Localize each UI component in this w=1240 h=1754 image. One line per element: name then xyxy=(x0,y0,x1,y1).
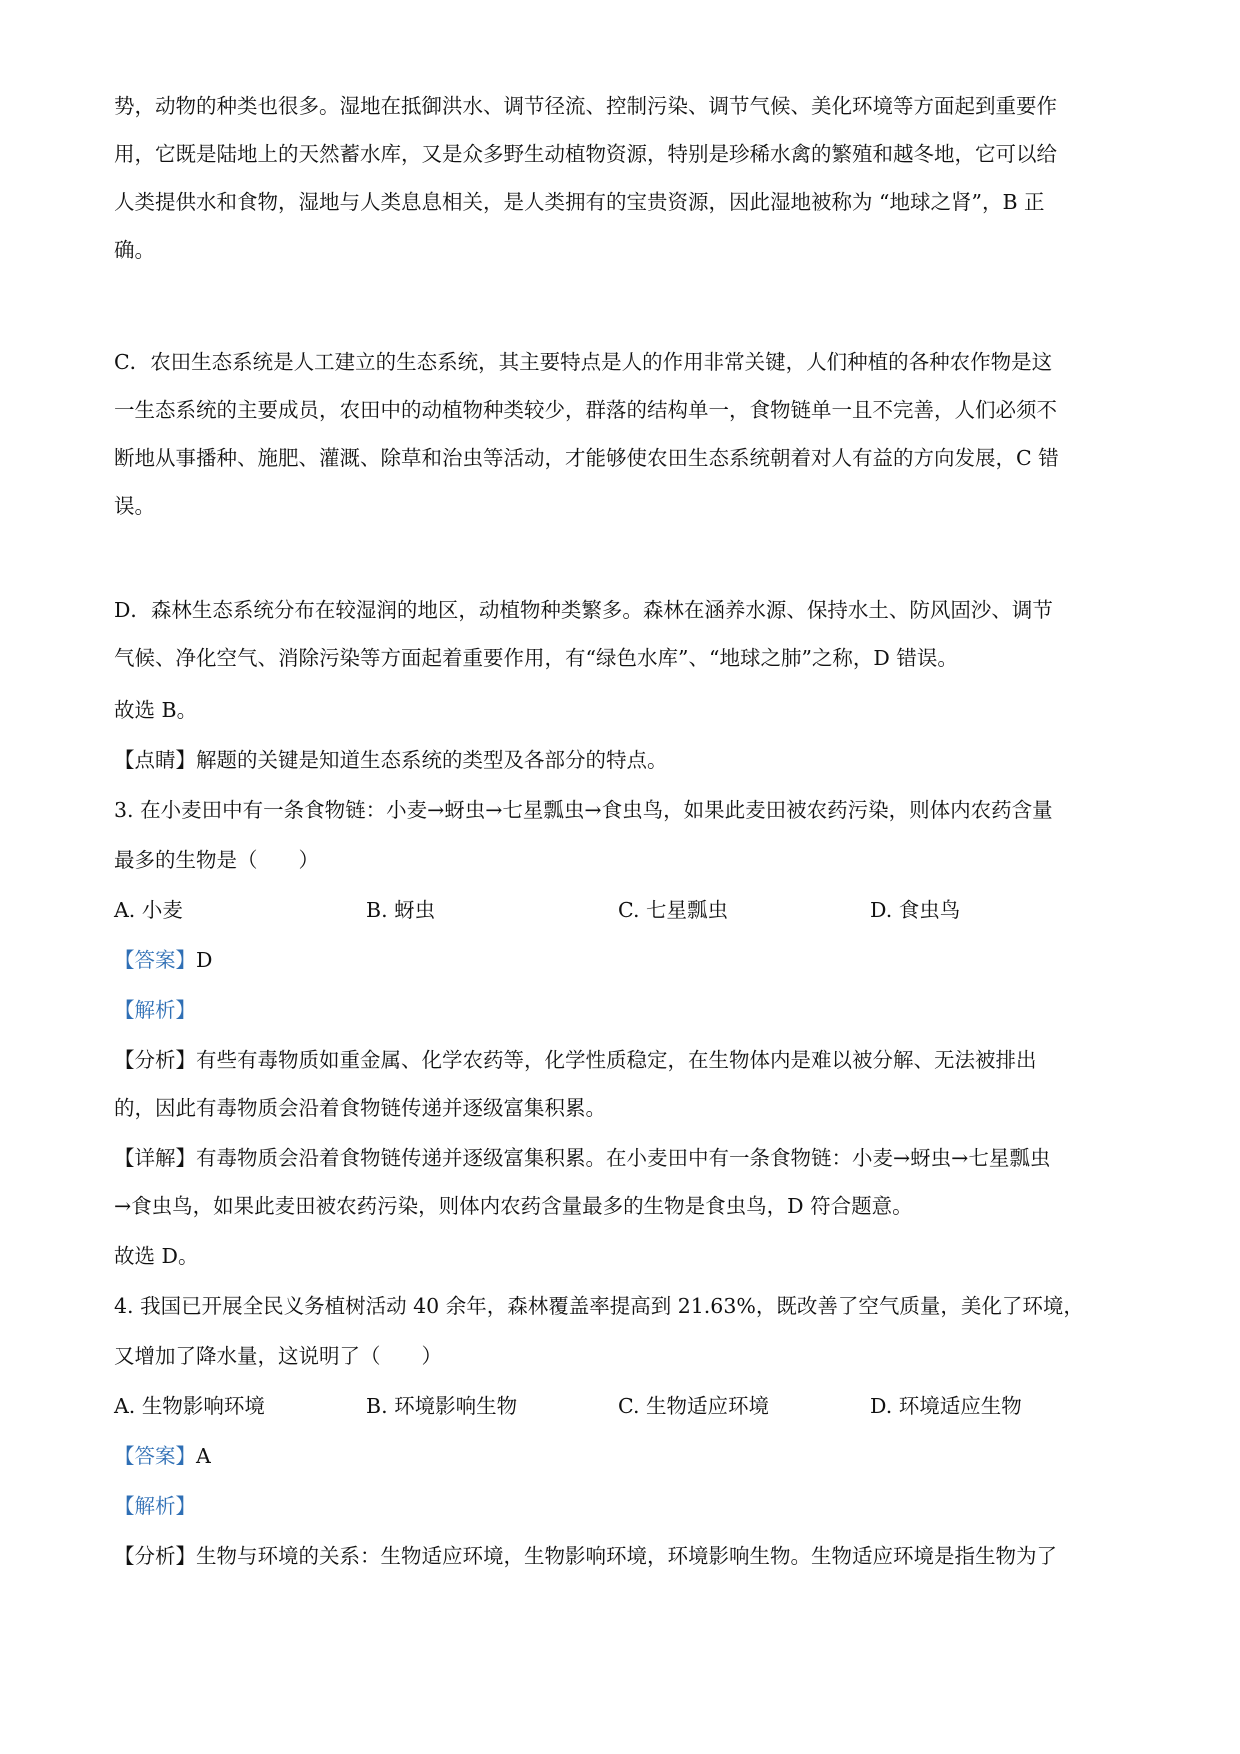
q4-stem-line-2: 又增加了降水量，这说明了（ ） xyxy=(114,1344,442,1368)
q3-analysis-label: 【解析】 xyxy=(114,998,196,1022)
para-c-line-1: C．农田生态系统是人工建立的生态系统，其主要特点是人的作用非常关键，人们种植的各种农作物是这 xyxy=(114,350,1053,374)
q4-analysis-line-1: 【分析】生物与环境的关系：生物适应环境，生物影响环境，环境影响生物。生物适应环境是指生物为了 xyxy=(114,1544,1057,1568)
q4-answer-label: 【答案】 xyxy=(114,1444,196,1468)
q4-analysis-label: 【解析】 xyxy=(114,1494,196,1518)
q3-detail-line-2: →食虫鸟，如果此麦田被农药污染，则体内农药含量最多的生物是食虫鸟，D 符合题意。 xyxy=(114,1194,913,1218)
para-d-line-2: 气候、净化空气、消除污染等方面起着重要作用，有“绿色水库”、“地球之肺”之称，D 错误。 xyxy=(114,646,958,670)
q3-option-c: C. 七星瓢虫 xyxy=(618,898,728,922)
q3-analysis-line-2: 的，因此有毒物质会沿着食物链传递并逐级富集积累。 xyxy=(114,1096,606,1120)
para-b-line-3: 人类提供水和食物，湿地与人类息息相关，是人类拥有的宝贵资源，因此湿地被称为 “地球之肾”，B 正 xyxy=(114,190,1045,214)
q4-option-b: B. 环境影响生物 xyxy=(366,1394,518,1418)
q4-option-c: C. 生物适应环境 xyxy=(618,1394,769,1418)
q3-stem-line-2: 最多的生物是（ ） xyxy=(114,848,319,872)
para-c-line-4: 误。 xyxy=(114,494,155,518)
q4-answer xyxy=(114,1442,1130,1470)
para-d-line-1: D．森林生态系统分布在较湿润的地区，动植物种类繁多。森林在涵养水源、保持水土、防风固沙、调节 xyxy=(114,598,1053,622)
q3-option-a: A. 小麦 xyxy=(114,898,183,922)
q4-option-d: D. 环境适应生物 xyxy=(870,1394,1022,1418)
q4-option-a: A. 生物影响环境 xyxy=(114,1394,265,1418)
q4-answer-value: A xyxy=(196,1444,211,1468)
q3-analysis-line-1: 【分析】有些有毒物质如重金属、化学农药等，化学性质稳定，在生物体内是难以被分解、无法被排出 xyxy=(114,1048,1037,1072)
q3-option-d: D. 食虫鸟 xyxy=(870,898,961,922)
q2-choice: 故选 B。 xyxy=(114,698,198,722)
q3-option-b: B. 蚜虫 xyxy=(366,898,436,922)
q3-detail-line-1: 【详解】有毒物质会沿着食物链传递并逐级富集积累。在小麦田中有一条食物链：小麦→蚜虫→七星瓢虫 xyxy=(114,1146,1051,1170)
para-b-line-4: 确。 xyxy=(114,238,155,262)
q3-answer-label: 【答案】 xyxy=(114,948,196,972)
q3-stem-line-1: 3. 在小麦田中有一条食物链：小麦→蚜虫→七星瓢虫→食虫鸟，如果此麦田被农药污染，则体内农药含量 xyxy=(114,798,1053,822)
q4-stem-line-1: 4. 我国已开展全民义务植树活动 40 余年，森林覆盖率提高到 21.63%，既改善了空气质量，美化了环境， xyxy=(114,1294,1084,1318)
para-b-line-1: 势，动物的种类也很多。湿地在抵御洪水、调节径流、控制污染、调节气候、美化环境等方面起到重要作 xyxy=(114,94,1057,118)
q2-comment: 【点睛】解题的关键是知道生态系统的类型及各部分的特点。 xyxy=(114,748,668,772)
para-b-line-2: 用，它既是陆地上的天然蓄水库，又是众多野生动植物资源，特别是珍稀水禽的繁殖和越冬地，它可以给 xyxy=(114,142,1057,166)
para-c-line-2: 一生态系统的主要成员，农田中的动植物种类较少，群落的结构单一，食物链单一且不完善，人们必须不 xyxy=(114,398,1057,422)
para-c-line-3: 断地从事播种、施肥、灌溉、除草和治虫等活动，才能够使农田生态系统朝着对人有益的方向发展，C 错 xyxy=(114,446,1059,470)
q3-answer-value: D xyxy=(196,948,213,972)
q3-choice: 故选 D。 xyxy=(114,1244,199,1268)
q3-answer xyxy=(114,946,1130,974)
